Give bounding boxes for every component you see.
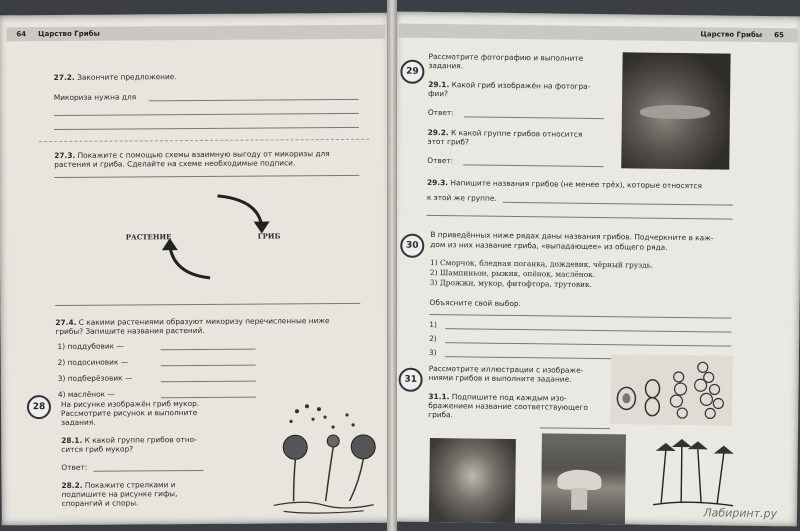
task-number-28: 28 [27, 395, 51, 419]
question-28-2: 28.2. Покажите стрелками и [61, 480, 176, 490]
yeast-illustration [610, 354, 733, 425]
answer-label: Ответ: [427, 107, 454, 118]
answer-num-1: 1) [429, 319, 437, 330]
mushroom-stem-shape [571, 488, 587, 510]
q28-2-line3: спорангий и споры. [61, 498, 139, 508]
question-27-3: 27.3. Покажите с помощью схемы взаимную выгоду от микоризы для [54, 149, 330, 160]
question-29-2: 29.2. К какой группе грибов относится [427, 127, 583, 139]
task29-line2: задания. [428, 60, 464, 71]
answer-label: Ответ: [61, 462, 88, 472]
photo-bolete-mushroom [541, 433, 626, 524]
task31-line1: Рассмотрите иллюстрации с изображе- [428, 363, 584, 375]
answer-line [161, 397, 256, 399]
q29-2-line2: этот гриб? [427, 136, 470, 147]
question-29-3: 29.3. Напишите названия грибов (не менее трёх), которые относятся [426, 177, 703, 191]
answer-line [427, 215, 733, 220]
answer-line [54, 113, 359, 116]
answer-line [54, 175, 359, 178]
question-31-1: 31.1. Подпишите под каждым изо- [428, 391, 567, 403]
answer-line [463, 164, 603, 167]
book-spine [387, 0, 397, 531]
answer-label: Ответ: [427, 155, 454, 166]
question-27-2: 27.2. Закончите предложение. [53, 72, 177, 82]
photo-mushrooms-forest [429, 438, 516, 523]
fungi-row-3: 3) Дрожжи, мукор, фитофтора, трутовик. [429, 277, 592, 289]
bracket-fungus-shape [640, 105, 710, 120]
page-number-left: 64 [16, 30, 27, 39]
answer-line [55, 303, 360, 306]
answer-line [161, 365, 256, 367]
answer-line [93, 470, 203, 472]
scheme-label-plant: РАСТЕНИЕ [125, 232, 172, 242]
q29-3-line2: к этой же группе. [426, 192, 497, 203]
answer-line [445, 328, 731, 332]
answer-line [503, 202, 733, 206]
chapter-title-right: Царство Грибы [700, 30, 763, 40]
right-page-header [395, 24, 798, 43]
watermark: Лабиринт.ру [703, 506, 778, 521]
question-27-4: 27.4. С какими растениями образуют микоризу перечисленные ниже [55, 316, 330, 327]
fungus-item-4: 4) маслёнок — [57, 389, 115, 399]
answer-num-3: 3) [428, 347, 437, 358]
explain-prompt: Объясните свой выбор. [429, 297, 521, 309]
chapter-title-left: Царство Грибы [38, 29, 100, 39]
task28-line2: Рассмотрите рисунок и выполните [60, 407, 198, 418]
fungi-row-1: 1) Сморчок, бледная поганка, дождевик, чёрный груздь. [430, 257, 654, 270]
q28-2-line2: подпишите на рисунке гифы, [61, 489, 178, 499]
q27-3-line2: растения и гриба. Сделайте на схеме необходимые подписи. [54, 158, 296, 169]
page-number-right: 65 [774, 31, 784, 40]
answer-num-2: 2) [429, 333, 437, 344]
answer-line [464, 116, 604, 119]
answer-line [540, 427, 610, 429]
task29-line1: Рассмотрите фотографию и выполните [428, 51, 584, 63]
q28-1-line2: сится гриб мукор? [61, 444, 134, 454]
photo-bracket-fungus [621, 52, 730, 169]
answer-line [445, 342, 731, 346]
q27-4-line2: грибы? Запишите названия растений. [55, 325, 205, 336]
mold-illustration [647, 429, 736, 514]
task-number-30: 30 [400, 234, 424, 258]
task28-line1: На рисунке изображён гриб мукор. [60, 398, 200, 409]
question-28-1: 28.1. К какой группе грибов отно- [61, 434, 197, 445]
q31-1-line2: бражением название соответствующего [428, 400, 589, 412]
q29-1-line2: фии? [428, 88, 449, 99]
answer-line [429, 314, 731, 319]
task28-line3: задания. [61, 417, 96, 427]
q27-2-lead: Микориза нужна для [53, 92, 137, 102]
fungus-item-2: 2) подосиновик — [57, 357, 129, 367]
left-page [0, 13, 394, 526]
question-29-1: 29.1. Какой гриб изображён на фотогра- [428, 79, 591, 91]
task30-line1: В приведённых ниже рядах даны названия грибов. Подчеркните в каж- [430, 229, 714, 243]
answer-line [161, 381, 256, 383]
task31-line2: ниями грибов и выполните задание. [428, 372, 572, 384]
q31-1-line3: гриба. [428, 409, 454, 420]
task-number-29: 29 [400, 60, 424, 84]
right-page [389, 12, 800, 527]
answer-line [161, 349, 256, 351]
mucor-illustration [263, 401, 384, 524]
task-number-31: 31 [398, 368, 422, 392]
arrow-fungus-to-plant-icon [170, 246, 210, 278]
arrow-plant-to-fungus-icon [217, 196, 261, 226]
section-divider [39, 139, 369, 142]
answer-line [149, 99, 359, 101]
answer-line [54, 127, 359, 130]
scheme-label-fungus: ГРИБ [257, 231, 281, 241]
left-page-header [6, 25, 385, 42]
fungus-item-1: 1) поддубовик — [57, 341, 124, 351]
fungus-item-3: 3) подберёзовик — [57, 373, 133, 383]
fungi-row-2: 2) Шампиньон, рыжик, опёнок, маслёнок. [429, 267, 596, 279]
task30-line2: дом из них название гриба, «выпадающее» из общего ряда. [430, 239, 668, 252]
